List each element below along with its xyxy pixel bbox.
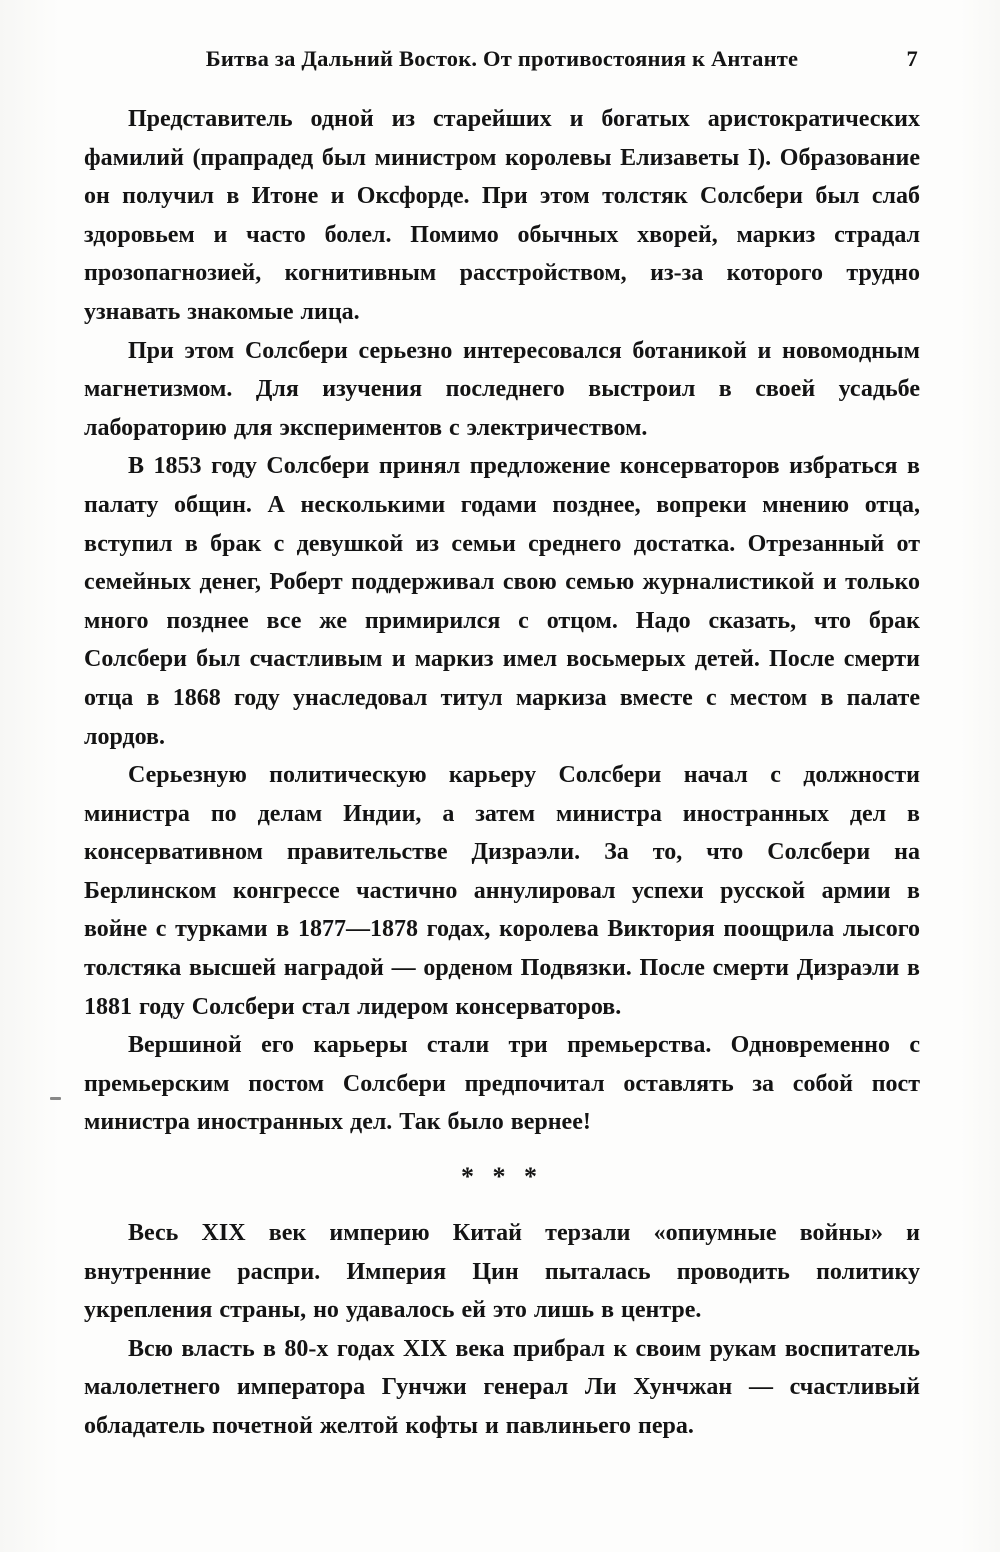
page-header: [84, 46, 920, 72]
paragraph-china-opium-wars: Весь XIX век империю Китай терзали «опиумные войны» и внутренние распри. Империя Цин пыталась проводить политику укрепления страны, но удавалось ей это лишь в центре.: [84, 1220, 920, 1324]
page-body: [84, 100, 920, 1446]
paragraph-salisbury-family: В 1853 году Солсбери принял предложение консерваторов избраться в палату общин. А несколькими годами позднее, вопреки мнению отца, вступил в брак с девушкой из семьи среднего достатка. Отрезанный от семейных денег, Роберт поддерживал свою семью журналистикой и только много позднее все же примирился с отцом. Надо сказать, что брак Солсбери был счастливым и маркиз имел восьмерых детей. После смерти отца в 1868 году унаследовал титул маркиза вместе с местом в палате лордов.: [84, 453, 920, 750]
paragraph-li-hongzhang: Всю власть в 80-х годах XIX века прибрал к своим рукам воспитатель малолетнего императора Гунчжи генерал Ли Хунчжан — счастливый обладатель почетной желтой кофты и павлиньего пера.: [84, 1335, 920, 1439]
paragraph-salisbury-origin: Представитель одной из старейших и богатых аристократических фамилий (прапрадед был министром королевы Елизаветы I). Образование он получил в Итоне и Оксфорде. При этом толстяк Солсбери был слаб здоровьем и часто болел. Помимо обычных хворей, маркиз страдал прозопагнозией, когнитивным расстройством, из-за которого трудно узнавать знакомые лица.: [84, 106, 920, 325]
paragraph-salisbury-hobbies: При этом Солсбери серьезно интересовался ботаникой и новомодным магнетизмом. Для изучения последнего выстроил в своей усадьбе лабораторию для экспериментов с электричеством.: [84, 337, 920, 441]
section-separator: * * *: [461, 1162, 543, 1192]
page-number: 7: [906, 46, 918, 71]
paragraph-salisbury-premiership: Вершиной его карьеры стали три премьерства. Одновременно с премьерским постом Солсбери предпочитал оставлять за собой пост министра иностранных дел. Так было вернее!: [84, 1032, 920, 1136]
scan-artifact: [50, 1097, 61, 1100]
running-title: Битва за Дальний Восток. От противостояния к Антанте: [205, 46, 799, 71]
paragraph-salisbury-career: Серьезную политическую карьеру Солсбери начал с должности министра по делам Индии, а затем министра иностранных дел в консервативном правительстве Дизраэли. За то, что Солсбери на Берлинском конгрессе частично аннулировал успехи русской армии в войне с турками в 1877—1878 годах, королева Виктория поощрила лысого толстяка высшей наградой — орденом Подвязки. После смерти Дизраэли в 1881 году Солсбери стал лидером консерваторов.: [84, 762, 920, 1020]
